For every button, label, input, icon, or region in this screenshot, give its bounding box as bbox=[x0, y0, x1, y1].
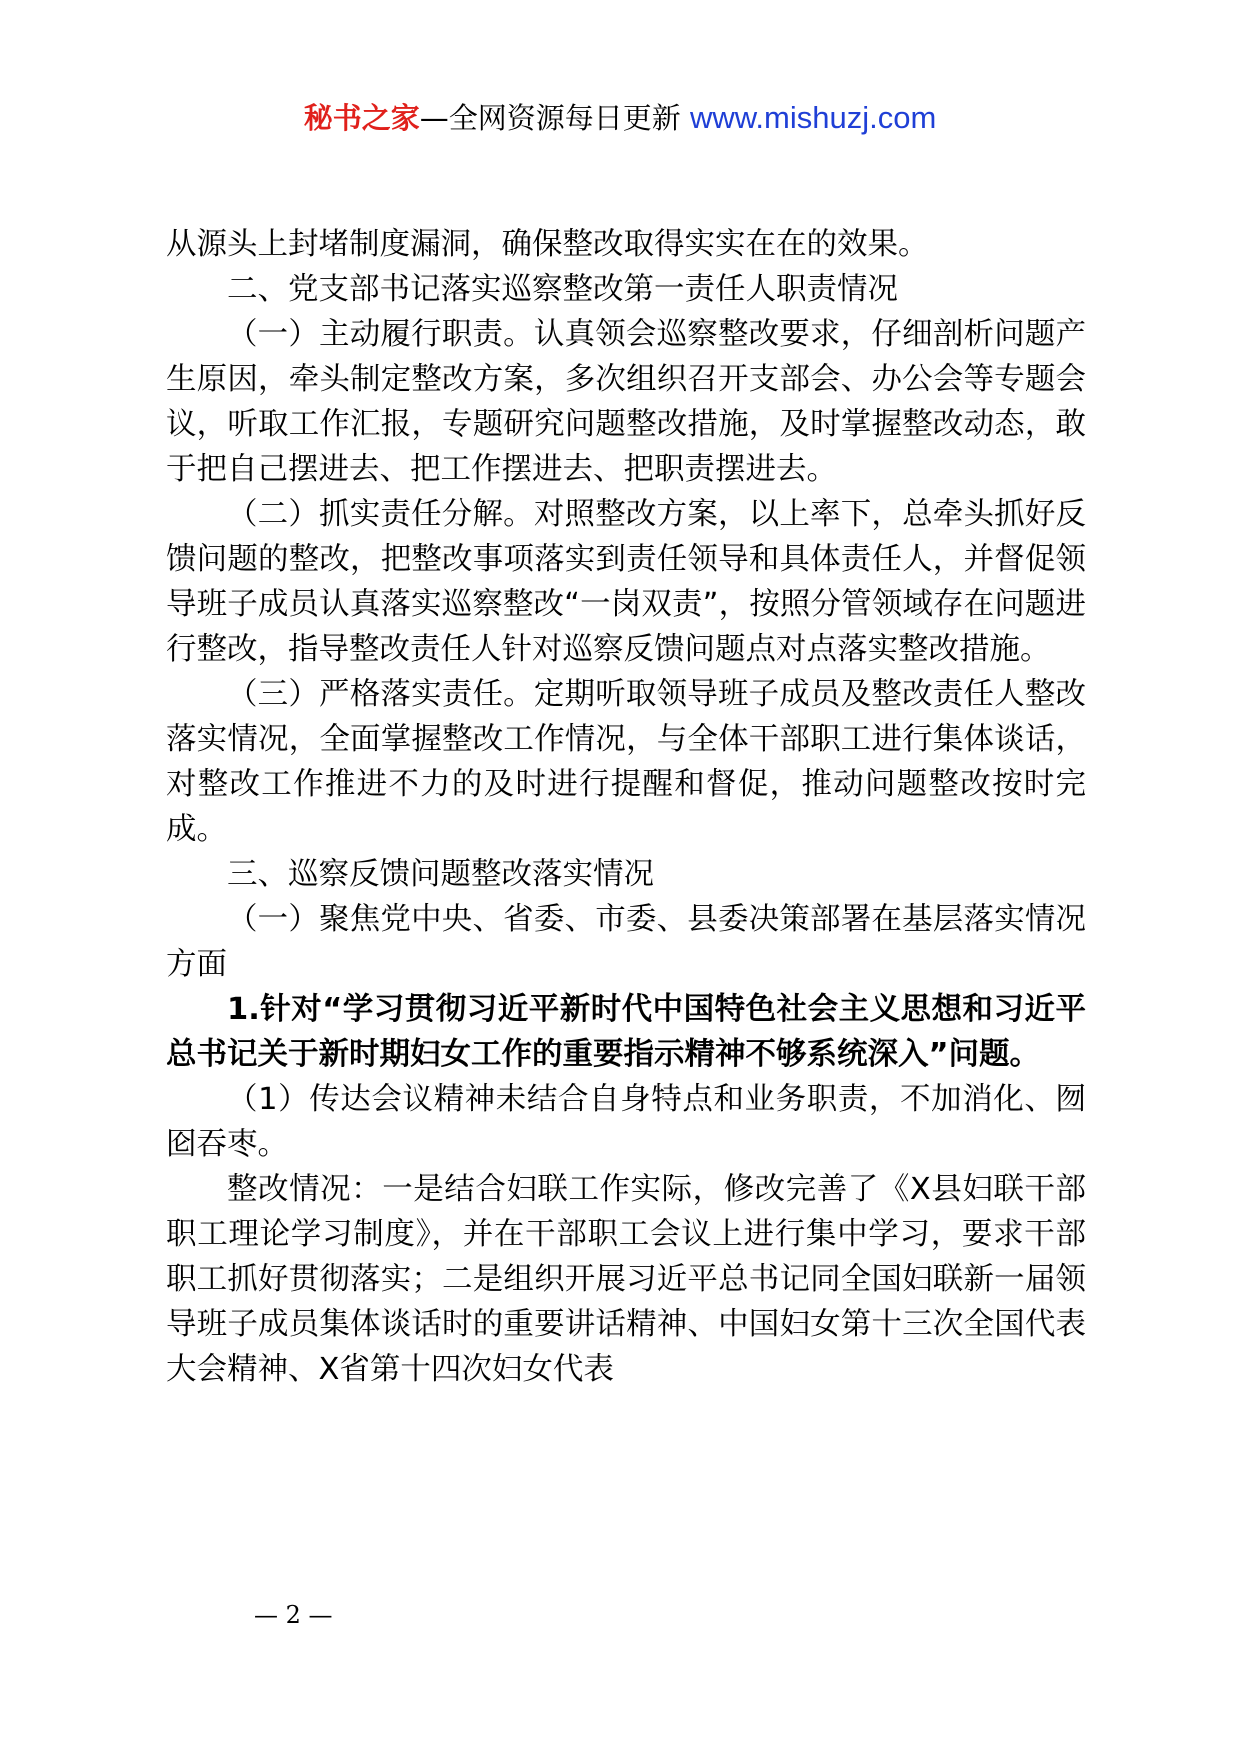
paragraph-continuation: 从源头上封堵制度漏洞，确保整改取得实实在在的效果。 bbox=[166, 227, 929, 262]
banner-slogan: —全网资源每日更新 bbox=[419, 101, 690, 135]
paragraph-duty-2: （二）抓实责任分解。对照整改方案，以上率下，总牵头抓好反馈问题的整改，把整改事项落实到责任领导和具体责任人，并督促领导班子成员认真落实巡察整改“一岗双责”，按照分管领域存在问题进行整改，指导整改责任人针对巡察反馈问题点对点落实整改措施。 bbox=[166, 497, 1086, 667]
site-url-link[interactable]: www.mishuzj.com bbox=[689, 100, 937, 135]
issue-heading-1: 1.针对“学习贯彻习近平新时代中国特色社会主义思想和习近平总书记关于新时期妇女工作的重要指示精神不够系统深入”问题。 bbox=[166, 992, 1086, 1072]
paragraph-duty-1: （一）主动履行职责。认真领会巡察整改要求，仔细剖析问题产生原因，牵头制定整改方案，多次组织召开支部会、办公会等专题会议，听取工作汇报，专题研究问题整改措施，及时掌握整改动态，敢于把自己摆进去、把工作摆进去、把职责摆进去。 bbox=[166, 317, 1086, 487]
paragraph-duty-3: （三）严格落实责任。定期听取领导班子成员及整改责任人整改落实情况，全面掌握整改工作情况，与全体干部职工进行集体谈话，对整改工作推进不力的及时进行提醒和督促，推动问题整改按时完成。 bbox=[166, 677, 1086, 847]
page-number: — 2 — bbox=[254, 1601, 333, 1629]
section-heading-2: 二、党支部书记落实巡察整改第一责任人职责情况 bbox=[227, 272, 898, 307]
site-banner bbox=[0, 98, 1240, 138]
document-body bbox=[166, 222, 1086, 1392]
section-heading-3: 三、巡察反馈问题整改落实情况 bbox=[227, 857, 654, 892]
subsection-heading-1: （一）聚焦党中央、省委、市委、县委决策部署在基层落实情况方面 bbox=[166, 902, 1086, 982]
rectification-status: 整改情况：一是结合妇联工作实际，修改完善了《X县妇联干部职工理论学习制度》，并在干部职工会议上进行集中学习，要求干部职工抓好贯彻落实；二是组织开展习近平总书记同全国妇联新一届领导班子成员集体谈话时的重要讲话精神、中国妇女第十三次全国代表大会精神、X省第十四次妇女代表 bbox=[166, 1172, 1086, 1387]
issue-item-1: （1）传达会议精神未结合自身特点和业务职责，不加消化、囫囵吞枣。 bbox=[166, 1082, 1086, 1162]
brand-name: 秘书之家 bbox=[303, 101, 420, 135]
